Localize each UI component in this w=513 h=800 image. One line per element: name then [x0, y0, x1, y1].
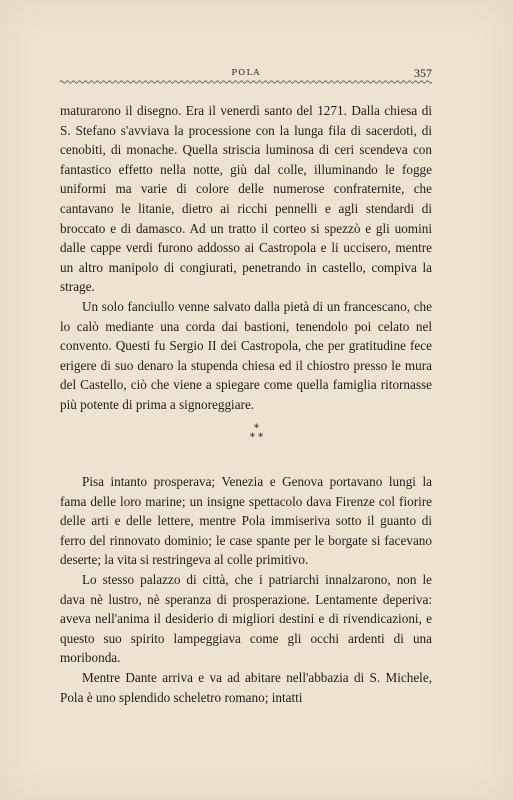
text-block-lower: [60, 472, 432, 707]
paragraph: maturarono il disegno. Era il venerdì santo del 1271. Dalla chiesa di S. Stefano s'avviava la processione con la lunga fila di sacerdoti, di cenobiti, di monache. Quella striscia luminosa di ceri scendeva con fantastico effetto nella notte, giù dal colle, illuminando le fogge uniformi ma varie di colore delle numerose confraternite, che cantavano le litanie, dietro ai ricchi pennelli e agli stendardi di broccato e di damasco. Ad un tratto il corteo si spezzò e gli uomini dalle cappe verdi furono addosso ai Castropola e li uccisero, mentre un altro manipolo di congiurati, penetrando in castello, compiva la strage.: [60, 103, 432, 295]
asterism-separator: [0, 424, 513, 442]
asterism-bottom: * *: [249, 432, 264, 443]
paragraph: Mentre Dante arriva e va ad abitare nell'abbazia di S. Michele, Pola è uno splendido scheletro romano; intatti: [60, 669, 432, 705]
asterism-top: *: [254, 423, 259, 434]
decorative-wavy-rule: [60, 79, 432, 85]
page-number: 357: [414, 66, 432, 80]
paragraph: Un solo fanciullo venne salvato dalla pietà di un francescano, che lo calò mediante una corda dai bastioni, tenendolo poi celato nel convento. Questi fu Sergio II dei Castropola, che per gratitudine fece erigere di suo denaro la stupenda chiesa ed il chiostro presso le mura del Castello, ciò che viene a spiegare come quella famiglia ritornasse più potente di prima a signoreggiare.: [60, 298, 432, 412]
running-head: [60, 66, 432, 82]
text-block-upper: [60, 101, 432, 415]
running-head-title: POLA: [231, 68, 261, 78]
paragraph: Lo stesso palazzo di città, che i patriarchi innalzarono, non le dava nè lustro, nè speranza di prosperazione. Lentamente deperiva: aveva nell'anima il desiderio di migliori destini e di rivendicazioni, e questo suo spirito lampeggiava come gli occhi ardenti di una moribonda.: [60, 571, 432, 666]
paragraph: Pisa intanto prosperava; Venezia e Genova portavano lungi la fama delle loro marine; un insigne spettacolo dava Firenze col fiorire delle arti e delle lettere, mentre Pola immiseriva sotto il guanto di ferro del rinnovato dominio; le case spante per le borgate si facevano deserte; la vita si restringeva al colle primitivo.: [60, 474, 432, 568]
